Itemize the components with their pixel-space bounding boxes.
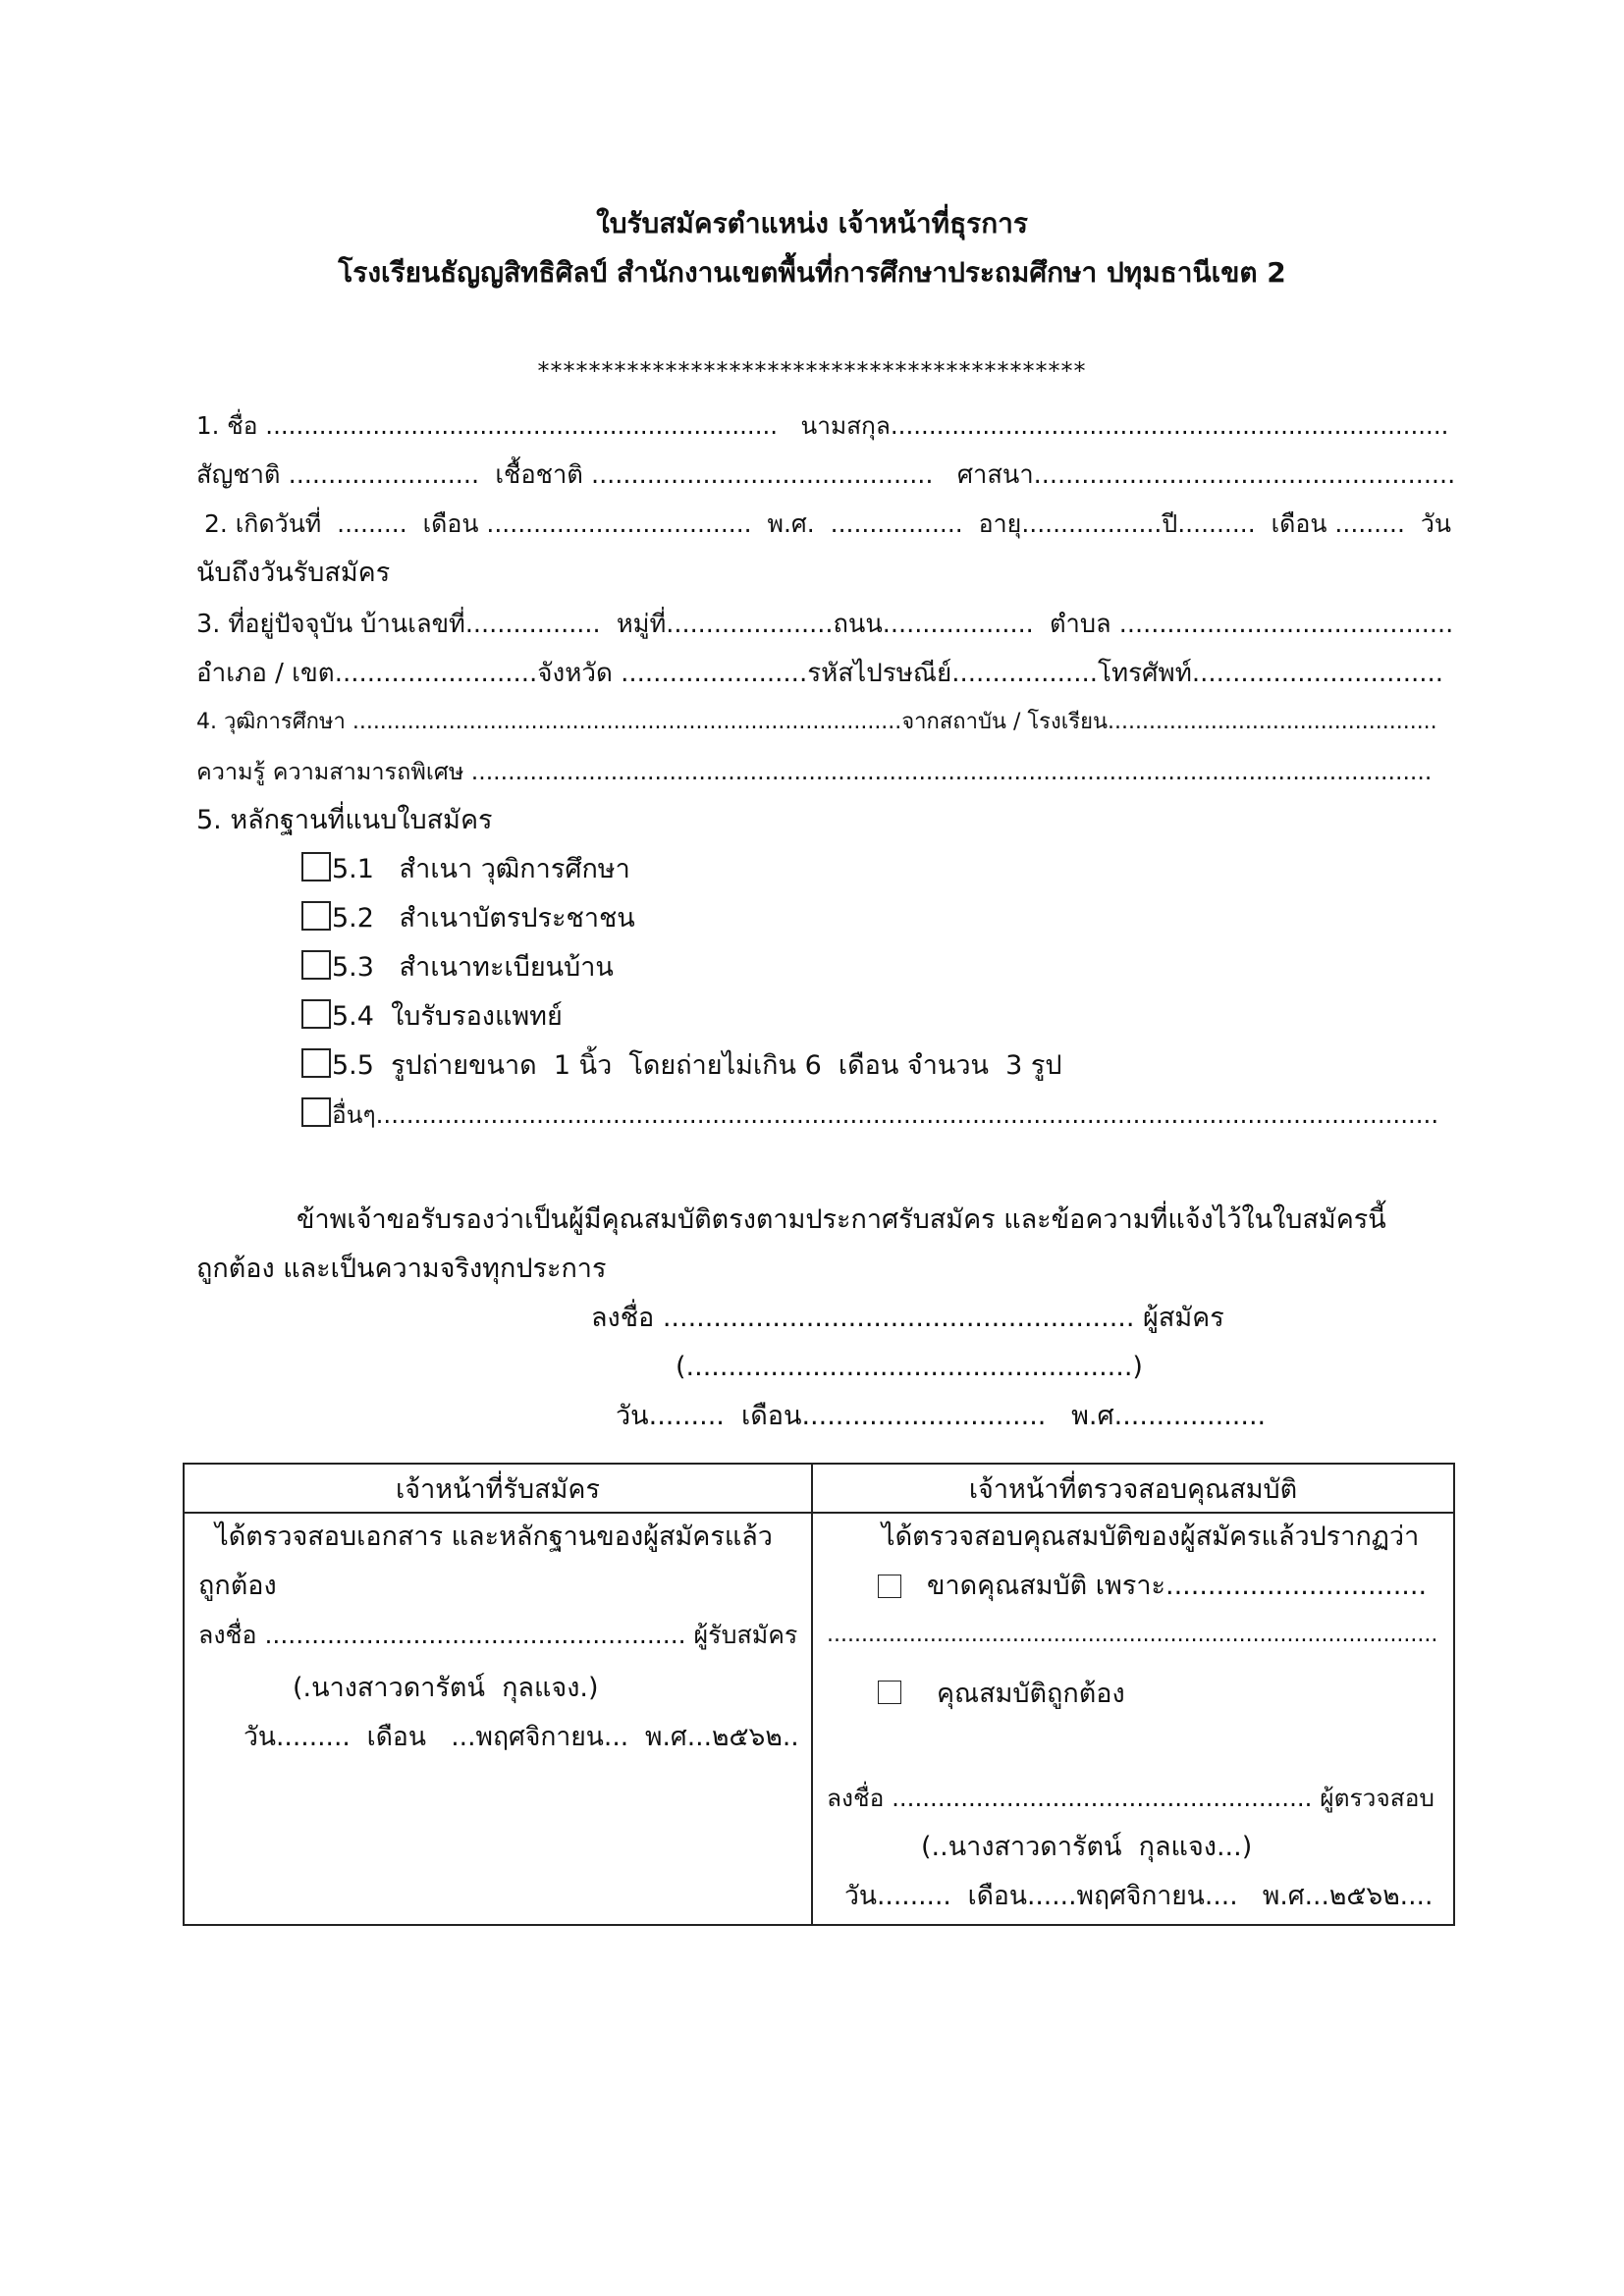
attachment-checkbox-4[interactable] — [301, 999, 331, 1029]
receiving-officer-header: เจ้าหน้าที่รับสมัคร — [184, 1464, 812, 1513]
attachment-item: 5.2 สำเนาบัตรประชาชน — [332, 903, 635, 934]
attachments-heading: 5. หลักฐานที่แนบใบสมัคร — [196, 805, 493, 835]
applicant-date-line: วัน......... เดือน............................. พ.ศ.................. — [616, 1401, 1267, 1431]
verifying-officer-cell — [812, 1513, 1454, 1925]
attachment-checkbox-5[interactable] — [301, 1048, 331, 1078]
verifier-signature-line: ลงชื่อ ....................................................... ผู้ตรวจสอบ — [827, 1784, 1435, 1812]
attachment-item: 5.1 สำเนา วุฒิการศึกษา — [332, 854, 630, 884]
disqualified-checkbox[interactable] — [878, 1575, 901, 1598]
skills-line: ความรู้ ความสามารถพิเศษ ................................................................................................................................... — [196, 758, 1433, 785]
birth-line: 2. เกิดวันที่ ......... เดือน .................................. พ.ศ. ................. อายุ..................ปี.......... เดือน ......... วัน — [196, 509, 1451, 538]
attachment-item: อื่นๆ........................................................................................................................................... — [332, 1100, 1439, 1129]
form-title: ใบรับสมัครตำแหน่ง เจ้าหน้าที่ธุรการ — [596, 207, 1028, 240]
receiver-signature-line: ลงชื่อ ...................................................... ผู้รับสมัคร — [198, 1621, 798, 1649]
age-note: นับถึงวันรับสมัคร — [196, 558, 391, 588]
disqualified-reason-cont: ......................................................................................... — [827, 1623, 1438, 1647]
receiving-check-text: ได้ตรวจสอบเอกสาร และหลักฐานของผู้สมัครแล้ว — [198, 1522, 773, 1552]
attachment-checkbox-3[interactable] — [301, 950, 331, 980]
attachment-checkbox-other[interactable] — [301, 1097, 331, 1127]
disqualified-reason-line: ขาดคุณสมบัติ เพราะ............................... — [927, 1571, 1428, 1601]
applicant-signature-line: ลงชื่อ ........................................................ ผู้สมัคร — [591, 1303, 1224, 1333]
officer-table — [183, 1463, 1455, 1926]
attachment-item: 5.3 สำเนาทะเบียนบ้าน — [332, 952, 614, 983]
receiver-date-line: วัน......... เดือน ...พฤศจิกายน... พ.ศ...๒๕๖๒.. — [244, 1722, 799, 1752]
verify-result-text: ได้ตรวจสอบคุณสมบัติของผู้สมัครแล้วปรากฏว่า — [882, 1522, 1420, 1552]
address-line: 3. ที่อยู่ปัจจุบัน บ้านเลขที่................. หมู่ที่.....................ถนน................... ตำบล .......................................... — [196, 610, 1454, 639]
attachment-checkbox-2[interactable] — [301, 901, 331, 931]
qualified-label: คุณสมบัติถูกต้อง — [937, 1679, 1125, 1709]
declaration-text: ข้าพเจ้าขอรับรองว่าเป็นผู้มีคุณสมบัติตรงตามประกาศรับสมัคร และข้อความที่แจ้งไว้ในใบสมัครนี้ — [297, 1204, 1386, 1235]
attachment-item: 5.4 ใบรับรองแพทย์ — [332, 1001, 563, 1032]
declaration-text-cont: ถูกต้อง และเป็นความจริงทุกประการ — [196, 1254, 607, 1284]
school-title: โรงเรียนธัญญสิทธิศิลป์ สำนักงานเขตพื้นที่การศึกษาประถมศึกษา ปทุมธานีเขต 2 — [338, 256, 1286, 289]
verifier-date-line: วัน......... เดือน......พฤศจิกายน.... พ.ศ...๒๕๖๒.... — [844, 1881, 1434, 1911]
attachment-checkbox-1[interactable] — [301, 852, 331, 881]
nationality-line: สัญชาติ ........................ เชื้อชาติ ........................................... ศาสนา..................................................... — [196, 460, 1456, 490]
applicant-name-line: (.....................................................) — [676, 1352, 1143, 1382]
separator-stars: ******************************************* — [537, 357, 1087, 385]
receiving-officer-cell — [184, 1513, 812, 1925]
name-line: 1. ชื่อ ................................................................... นามสกุล......................................................................... — [196, 411, 1449, 440]
verifier-name: (..นางสาวดารัตน์ กุลแจง...) — [921, 1832, 1253, 1862]
verifying-officer-header: เจ้าหน้าที่ตรวจสอบคุณสมบัติ — [812, 1464, 1454, 1513]
district-line: อำเภอ / เขต.........................จังหวัด .......................รหัสไปรษณีย์..................โทรศัพท์............................... — [196, 659, 1444, 688]
attachment-item: 5.5 รูปถ่ายขนาด 1 นิ้ว โดยถ่ายไม่เกิน 6 เดือน จำนวน 3 รูป — [332, 1050, 1062, 1081]
education-line: 4. วุฒิการศึกษา ................................................................................จากสถาบัน / โรงเรียน................................................ — [196, 710, 1437, 734]
qualified-checkbox[interactable] — [878, 1681, 901, 1704]
receiver-name: (.นางสาวดารัตน์ กุลแจง.) — [293, 1673, 599, 1703]
receiving-check-text-cont: ถูกต้อง — [198, 1571, 277, 1601]
